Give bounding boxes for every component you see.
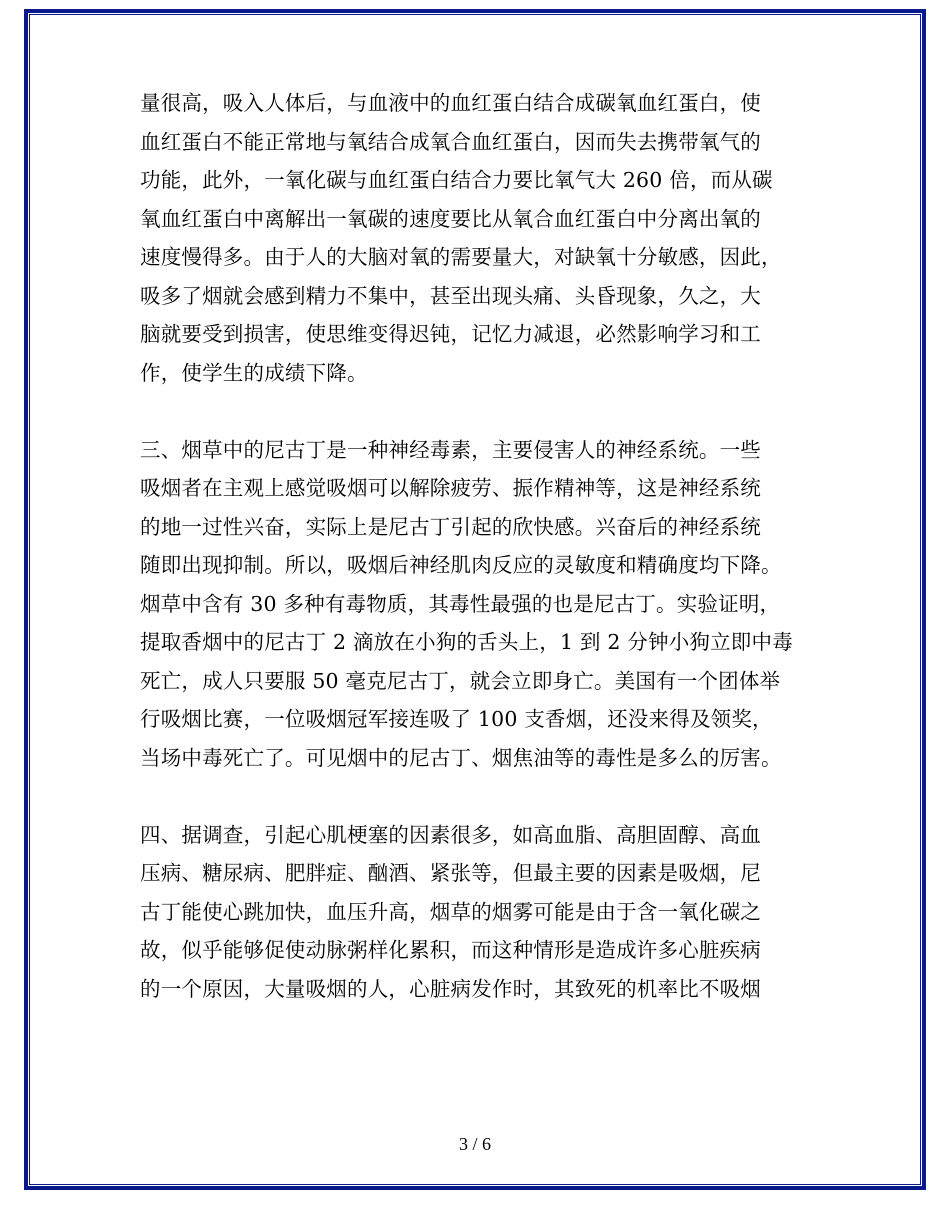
paragraph-co-effects bbox=[140, 84, 812, 392]
text-line: 功能，此外，一氧化碳与血红蛋白结合力要比氧气大 260 倍，而从碳 bbox=[140, 168, 773, 192]
text-line: 四、据调查，引起心肌梗塞的因素很多，如高血脂、高胆固醇、高血 bbox=[140, 822, 761, 847]
text-line: 行吸烟比赛，一位吸烟冠军接连吸了 100 支香烟，还没来得及领奖， bbox=[140, 707, 773, 731]
text-line: 古丁能使心跳加快，血压升高，烟草的烟雾可能是由于含一氧化碳之 bbox=[140, 899, 761, 924]
text-line: 烟草中含有 30 多种有毒物质，其毒性最强的也是尼古丁。实验证明， bbox=[140, 591, 781, 616]
text-line: 吸烟者在主观上感觉吸烟可以解除疲劳、振作精神等，这是神经系统 bbox=[140, 476, 761, 500]
text-line: 血红蛋白不能正常地与氧结合成氧合血红蛋白，因而失去携带氧气的 bbox=[140, 129, 761, 154]
text-line: 的地一过性兴奋，实际上是尼古丁引起的欣快感。兴奋后的神经系统 bbox=[140, 514, 761, 539]
text-line: 提取香烟中的尼古丁 2 滴放在小狗的舌头上，1 到 2 分钟小狗立即中毒 bbox=[140, 630, 793, 654]
paragraph-spacer bbox=[140, 392, 812, 431]
text-line: 吸多了烟就会感到精力不集中，甚至出现头痛、头昏现象，久之，大 bbox=[140, 283, 761, 308]
text-line: 死亡，成人只要服 50 毫克尼古丁，就会立即身亡。美国有一个团体举 bbox=[140, 668, 781, 693]
text-line: 量很高，吸入人体后，与血液中的血红蛋白结合成碳氧血红蛋白，使 bbox=[140, 91, 761, 115]
text-line: 速度慢得多。由于人的大脑对氧的需要量大，对缺氧十分敏感，因此， bbox=[140, 245, 782, 269]
paragraph-heart-disease bbox=[140, 816, 812, 1009]
document-body bbox=[140, 84, 812, 1008]
text-line: 当场中毒死亡了。可见烟中的尼古丁、烟焦油等的毒性是多么的厉害。 bbox=[140, 745, 782, 770]
text-line: 作，使学生的成绩下降。 bbox=[140, 360, 368, 385]
text-line: 三、烟草中的尼古丁是一种神经毒素，主要侵害人的神经系统。一些 bbox=[140, 437, 761, 462]
text-line: 脑就要受到损害，使思维变得迟钝，记忆力减退，必然影响学习和工 bbox=[140, 322, 761, 346]
text-line: 随即出现抑制。所以，吸烟后神经肌肉反应的灵敏度和精确度均下降。 bbox=[140, 553, 782, 577]
text-line: 氧血红蛋白中离解出一氧碳的速度要比从氧合血红蛋白中分离出氧的 bbox=[140, 206, 761, 231]
text-line: 的一个原因，大量吸烟的人，心脏病发作时，其致死的机率比不吸烟 bbox=[140, 976, 761, 1001]
page-number: 3 / 6 bbox=[458, 1134, 491, 1154]
text-line: 压病、糖尿病、肥胖症、酗酒、紧张等，但最主要的因素是吸烟，尼 bbox=[140, 861, 761, 885]
text-line: 故，似乎能够促使动脉粥样化累积，而这种情形是造成许多心脏疾病 bbox=[140, 938, 761, 962]
paragraph-spacer bbox=[140, 777, 812, 816]
paragraph-nicotine bbox=[140, 431, 812, 778]
